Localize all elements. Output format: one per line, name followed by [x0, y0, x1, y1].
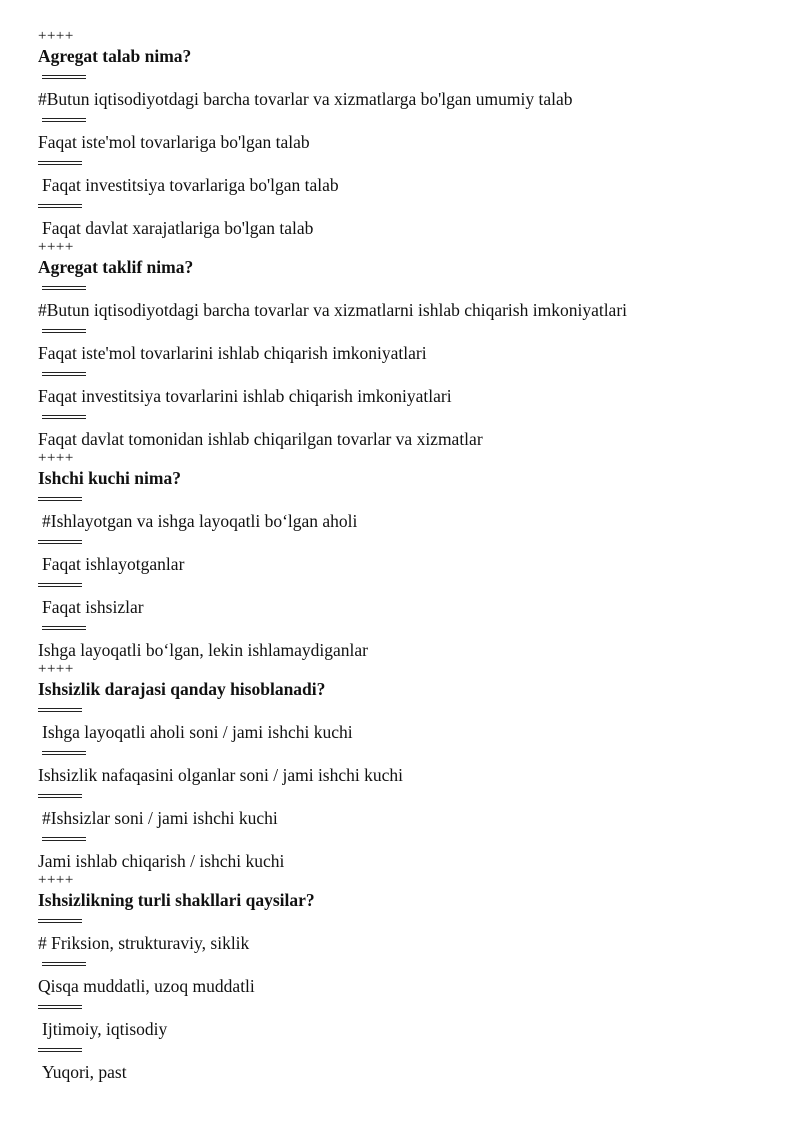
question-block: [38, 872, 778, 1083]
answer-option: Ishga layoqatli aholi soni / jami ishchi kuchi: [42, 722, 353, 742]
separator-line: [38, 919, 82, 923]
question-marker: ++++: [38, 450, 74, 466]
option-separator: [38, 489, 778, 510]
option-separator: [38, 786, 778, 807]
option-separator: [38, 911, 778, 932]
question-block: [38, 239, 778, 450]
option-separator: [38, 743, 778, 764]
option-separator: [38, 997, 778, 1018]
answer-option: Yuqori, past: [42, 1062, 127, 1082]
separator-line: [38, 540, 82, 544]
option-separator: [38, 829, 778, 850]
question-marker: ++++: [38, 239, 74, 255]
option-separator: [38, 67, 778, 88]
separator-line: [42, 286, 86, 290]
answer-option: Faqat investitsiya tovarlarini ishlab chiqarish imkoniyatlari: [38, 386, 452, 406]
answer-option: Faqat ishsizlar: [42, 597, 144, 617]
question-text: Agregat talab nima?: [38, 46, 192, 66]
option-separator: [38, 278, 778, 299]
answer-option: Faqat iste'mol tovarlariga bo'lgan talab: [38, 132, 310, 152]
answer-option: Faqat investitsiya tovarlariga bo'lgan talab: [42, 175, 339, 195]
separator-line: [42, 415, 86, 419]
answer-option: #Butun iqtisodiyotdagi barcha tovarlar va xizmatlarni ishlab chiqarish imkoniyatlari: [38, 300, 628, 320]
answer-option: Faqat ishlayotganlar: [42, 554, 185, 574]
separator-line: [42, 329, 86, 333]
option-separator: [38, 110, 778, 131]
test-document: [38, 28, 778, 1083]
separator-line: [42, 118, 86, 122]
separator-line: [38, 794, 82, 798]
answer-option: #Butun iqtisodiyotdagi barcha tovarlar va xizmatlarga bo'lgan umumiy talab: [38, 89, 573, 109]
separator-line: [38, 1048, 82, 1052]
question-text: Ishsizlikning turli shakllari qaysilar?: [38, 890, 315, 910]
answer-option: Jami ishlab chiqarish / ishchi kuchi: [38, 851, 285, 871]
separator-line: [42, 751, 86, 755]
option-separator: [38, 954, 778, 975]
separator-line: [42, 837, 86, 841]
question-block: [38, 450, 778, 661]
question-text: Agregat taklif nima?: [38, 257, 194, 277]
question-marker: ++++: [38, 28, 74, 44]
option-separator: [38, 532, 778, 553]
answer-option: Ishga layoqatli bo‘lgan, lekin ishlamaydiganlar: [38, 640, 368, 660]
option-separator: [38, 618, 778, 639]
option-separator: [38, 700, 778, 721]
separator-line: [38, 497, 82, 501]
question-marker: ++++: [38, 872, 74, 888]
answer-option: Qisqa muddatli, uzoq muddatli: [38, 976, 255, 996]
option-separator: [38, 321, 778, 342]
answer-option: # Friksion, strukturaviy, siklik: [38, 933, 250, 953]
answer-option: Faqat iste'mol tovarlarini ishlab chiqarish imkoniyatlari: [38, 343, 427, 363]
separator-line: [38, 204, 82, 208]
separator-line: [38, 708, 82, 712]
answer-option: Ijtimoiy, iqtisodiy: [42, 1019, 168, 1039]
option-separator: [38, 364, 778, 385]
option-separator: [38, 575, 778, 596]
separator-line: [42, 626, 86, 630]
answer-option: #Ishsizlar soni / jami ishchi kuchi: [42, 808, 278, 828]
separator-line: [42, 372, 86, 376]
option-separator: [38, 196, 778, 217]
answer-option: Faqat davlat xarajatlariga bo'lgan talab: [42, 218, 314, 238]
option-separator: [38, 1040, 778, 1061]
option-separator: [38, 153, 778, 174]
answer-option: Ishsizlik nafaqasini olganlar soni / jami ishchi kuchi: [38, 765, 403, 785]
separator-line: [42, 962, 86, 966]
question-block: [38, 28, 778, 239]
separator-line: [42, 75, 86, 79]
separator-line: [38, 161, 82, 165]
question-text: Ishchi kuchi nima?: [38, 468, 181, 488]
question-block: [38, 661, 778, 872]
separator-line: [38, 1005, 82, 1009]
answer-option: Faqat davlat tomonidan ishlab chiqarilgan tovarlar va xizmatlar: [38, 429, 483, 449]
separator-line: [38, 583, 82, 587]
option-separator: [38, 407, 778, 428]
question-marker: ++++: [38, 661, 74, 677]
question-text: Ishsizlik darajasi qanday hisoblanadi?: [38, 679, 326, 699]
answer-option: #Ishlayotgan va ishga layoqatli bo‘lgan aholi: [42, 511, 358, 531]
